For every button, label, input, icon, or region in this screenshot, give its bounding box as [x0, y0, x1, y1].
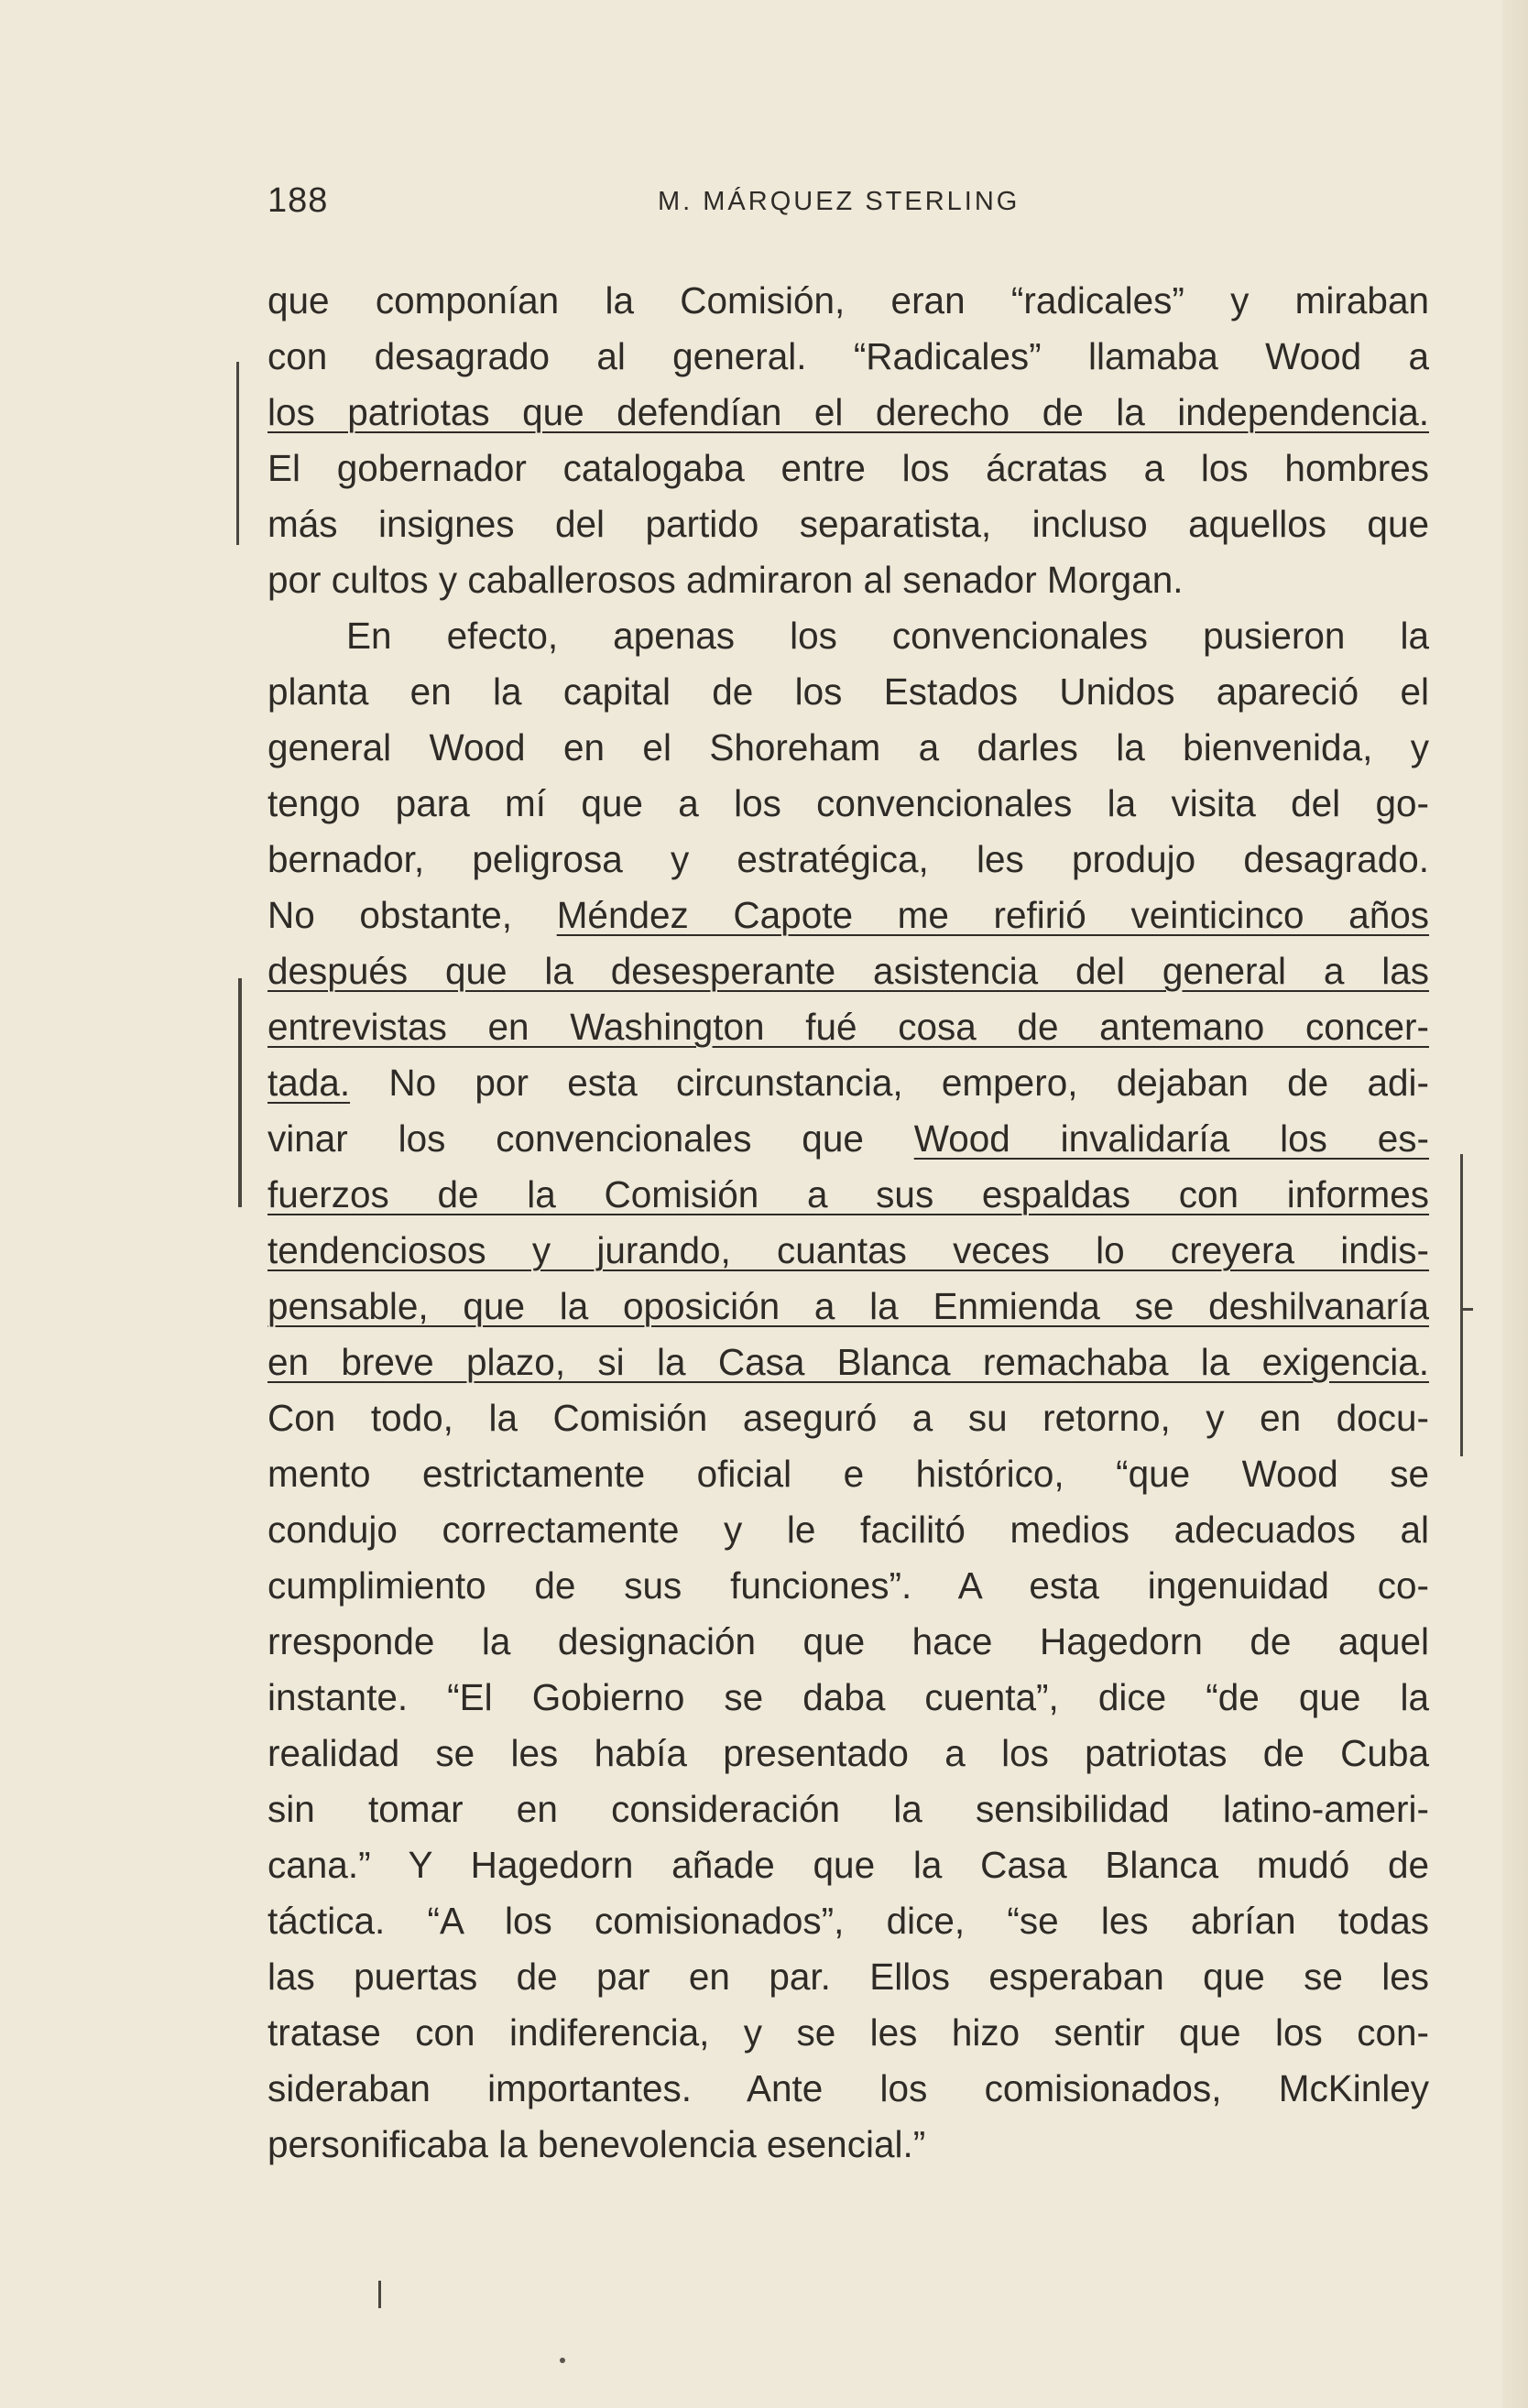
- paragraph-start-line: En efecto, apenas los convencionales pusieron la: [346, 615, 1429, 657]
- margin-mark-left-top: [236, 362, 239, 545]
- text-line: general Wood en el Shoreham a darles la bienvenida, y: [267, 726, 1429, 768]
- text-line: cumplimiento de sus funciones”. A esta ingenuidad co-: [267, 1564, 1429, 1607]
- text-fragment: vinar los convencionales que: [267, 1117, 914, 1160]
- text-line: Con todo, la Comisión aseguró a su retorno, y en docu-: [267, 1397, 1429, 1439]
- text-line: sin tomar en consideración la sensibilidad latino-ameri-: [267, 1788, 1429, 1830]
- body-text: [267, 273, 1429, 2173]
- margin-tick-right: [1460, 1308, 1473, 1311]
- margin-dot: [560, 2358, 565, 2363]
- text-line: El gobernador catalogaba entre los ácratas a los hombres: [267, 447, 1429, 489]
- page-number: 188: [267, 181, 329, 220]
- text-line: [267, 888, 1429, 943]
- text-line: planta en la capital de los Estados Unidos apareció el: [267, 670, 1429, 713]
- text-line-underlined: tendenciosos y jurando, cuantas veces lo creyera indis-: [267, 1229, 1429, 1271]
- underlined-fragment: tada.: [267, 1062, 351, 1104]
- underlined-fragment: Wood invalidaría los es-: [913, 1117, 1429, 1160]
- text-line: rresponde la designación que hace Hagedorn de aquel: [267, 1620, 1429, 1662]
- text-line-underlined: fuerzos de la Comisión a sus espaldas con informes: [267, 1173, 1429, 1215]
- text-line: tengo para mí que a los convencionales la visita del go-: [267, 782, 1429, 824]
- text-line: personificaba la benevolencia esencial.”: [267, 2123, 926, 2165]
- text-line: [267, 1111, 1429, 1167]
- text-fragment: No obstante,: [267, 894, 557, 936]
- text-line-underlined: entrevistas en Washington fué cosa de antemano concer-: [267, 1006, 1429, 1048]
- text-line: cana.” Y Hagedorn añade que la Casa Blanca mudó de: [267, 1844, 1429, 1886]
- text-line: tratase con indiferencia, y se les hizo sentir que los con-: [267, 2011, 1429, 2054]
- text-line: las puertas de par en par. Ellos esperaban que se les: [267, 1956, 1429, 1998]
- text-line-underlined: después que la desesperante asistencia del general a las: [267, 950, 1429, 992]
- text-fragment: No por esta circunstancia, empero, dejaban de adi-: [350, 1062, 1429, 1104]
- margin-mark-right: [1460, 1154, 1463, 1456]
- text-line: más insignes del partido separatista, incluso aquellos que: [267, 503, 1429, 545]
- text-line-underlined: en breve plazo, si la Casa Blanca remachaba la exigencia.: [267, 1341, 1429, 1383]
- text-line: instante. “El Gobierno se daba cuenta”, dice “de que la: [267, 1676, 1429, 1718]
- text-line: condujo correctamente y le facilitó medios adecuados al: [267, 1509, 1429, 1551]
- margin-mark-bottom: [378, 2281, 381, 2308]
- text-line: [267, 1055, 1429, 1111]
- text-line: con desagrado al general. “Radicales” llamaba Wood a: [267, 335, 1429, 377]
- underlined-fragment: Méndez Capote me refirió veinticinco años: [556, 894, 1430, 936]
- text-line: realidad se les había presentado a los patriotas de Cuba: [267, 1732, 1429, 1774]
- text-line: mento estrictamente oficial e histórico, “que Wood se: [267, 1453, 1429, 1495]
- page-header: [267, 181, 1449, 227]
- text-line-underlined: pensable, que la oposición a la Enmienda se deshilvanaría: [267, 1285, 1429, 1327]
- page-edge: [1502, 0, 1528, 2408]
- text-line: sideraban importantes. Ante los comisionados, McKinley: [267, 2067, 1429, 2109]
- text-line: táctica. “A los comisionados”, dice, “se les abrían todas: [267, 1900, 1429, 1942]
- text-line: bernador, peligrosa y estratégica, les produjo desagrado.: [267, 838, 1429, 880]
- margin-mark-left-middle: [238, 978, 242, 1207]
- text-line-underlined: los patriotas que defendían el derecho de la independencia.: [267, 391, 1429, 433]
- text-line: que componían la Comisión, eran “radicales” y miraban: [267, 279, 1429, 321]
- running-head: M. MÁRQUEZ STERLING: [658, 187, 1020, 216]
- text-line: por cultos y caballerosos admiraron al senador Morgan.: [267, 559, 1184, 601]
